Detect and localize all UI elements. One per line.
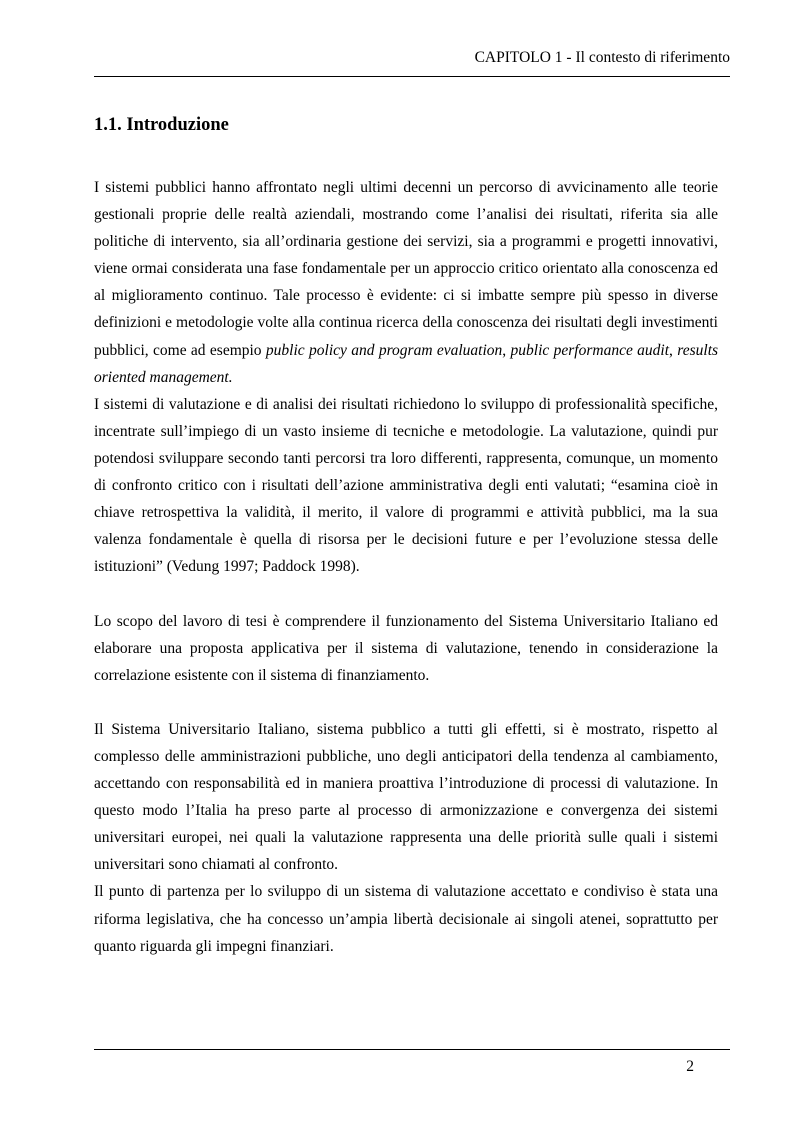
paragraph-5: Il punto di partenza per lo sviluppo di un sistema di valutazione accettato e condiviso è stata una riforma legislativa, che ha concesso un’ampia libertà decisionale ai singoli atenei, soprattutto per quanto riguarda gli impegni finanziari. [94,883,718,955]
header-rule [94,76,730,77]
footer-rule [94,1049,730,1050]
paragraph-1-italic-a: public policy and program evaluation [265,341,503,359]
body-text [94,174,718,960]
paragraph-1-italic-b: public performance audit [510,341,670,359]
running-header [94,46,730,70]
paragraph-1-text-a: I sistemi pubblici hanno affrontato negli ultimi decenni un percorso di avvicinamento alle teorie gestionali proprie delle realtà aziendali, mostrando come l’analisi dei risultati, riferita sia alle politiche di intervento, sia all’ordinaria gestione dei servizi, sia a programmi e progetti innovativi, viene ormai considerata una fase fondamentale per un approccio critico orientato alla conoscenza ed al miglioramento continuo. Tale processo è evidente: ci si imbatte sempre più spesso in diverse definizioni e metodologie volte alla continua ricerca della conoscenza dei risultati degli investimenti pubblici, come ad esempio [94,179,718,359]
page-number: 2 [686,1058,694,1075]
paragraph-2: I sistemi di valutazione e di analisi dei risultati richiedono lo sviluppo di professionalità specifiche, incentrate sull’impiego di un vasto insieme di tecniche e metodologie. La valutazione, quindi pur potendosi sviluppare secondo tanti percorsi tra loro differenti, rappresenta, comunque, un momento di confronto critico con i risultati dell’azione amministrativa degli enti valutati; “esamina cioè in chiave retrospettiva la validità, il merito, il valore di programmi e attività pubblici, ma la sua valenza fondamentale è quella di risorsa per le decisioni future e per l’evoluzione stessa delle istituzioni” (Vedung 1997; Paddock 1998). [94,395,718,576]
running-header-title: CAPITOLO 1 - Il contesto di riferimento [474,49,730,66]
paragraph-1-text-b: , [502,341,511,359]
paragraph-3: Lo scopo del lavoro di tesi è comprendere il funzionamento del Sistema Universitario Italiano ed elaborare una proposta applicativa per il sistema di valutazione, tenendo in considerazione la correlazione esistente con il sistema di finanziamento. [94,612,718,684]
paragraph-1-text-c: , [669,341,678,359]
paragraph-1 [94,174,718,391]
paragraph-4: Il Sistema Universitario Italiano, sistema pubblico a tutti gli effetti, si è mostrato, rispetto al complesso delle amministrazioni pubbliche, uno degli anticipatori della tendenza al cambiamento, accettando con responsabilità ed in maniera proattiva l’introduzione di processi di valutazione. In questo modo l’Italia ha preso parte al processo di armonizzazione e convergenza dei sistemi universitari europei, nei quali la valutazione rappresenta una delle priorità sulle quali i sistemi universitari sono chiamati al confronto. [94,720,718,874]
paragraph-1-italic-c: results oriented management. [94,341,719,386]
section-title: 1.1. Introduzione [94,115,229,135]
